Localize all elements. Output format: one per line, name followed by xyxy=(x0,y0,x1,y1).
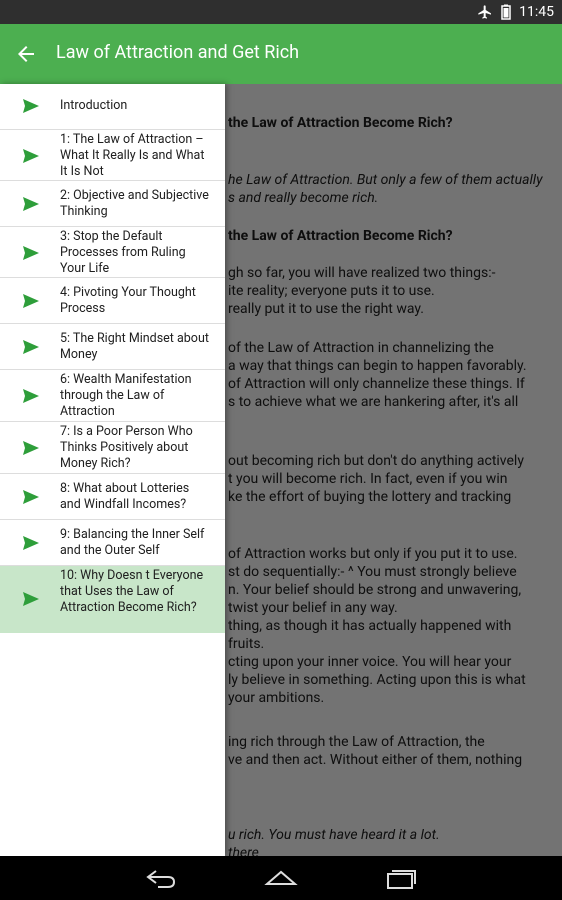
send-arrow-icon xyxy=(22,388,40,404)
system-nav-bar xyxy=(0,856,562,900)
chapter-item-3[interactable] xyxy=(0,227,225,278)
send-arrow-icon xyxy=(22,591,40,607)
chapter-label: 10: Why Doesn t Everyone that Uses the Law of Attraction Become Rich? xyxy=(60,568,204,615)
send-arrow-icon xyxy=(22,196,40,212)
chapter-item-7[interactable] xyxy=(0,422,225,474)
send-arrow-icon xyxy=(22,339,40,355)
send-arrow-icon xyxy=(22,489,40,505)
app-toolbar xyxy=(0,24,562,84)
chapter-drawer xyxy=(0,84,225,856)
chapter-label: 7: Is a Poor Person Who Thinks Positively about Money Rich? xyxy=(60,424,193,471)
recents-nav-icon[interactable] xyxy=(384,866,418,890)
send-arrow-icon xyxy=(22,245,40,261)
chapter-label: 5: The Right Mindset about Money xyxy=(60,331,209,362)
chapter-item-0[interactable] xyxy=(0,84,225,130)
chapter-label: 9: Balancing the Inner Self and the Outer Self xyxy=(60,527,205,558)
back-nav-icon[interactable] xyxy=(144,866,178,890)
chapter-item-9[interactable] xyxy=(0,520,225,566)
chapter-item-6[interactable] xyxy=(0,370,225,422)
app-title: Law of Attraction and Get Rich xyxy=(56,42,300,63)
send-arrow-icon xyxy=(22,293,40,309)
chapter-label: Introduction xyxy=(60,98,128,113)
chapter-label: 3: Stop the Default Processes from Ruling Your Life xyxy=(60,229,186,276)
chapter-label: 6: Wealth Manifestation through the Law of Attraction xyxy=(60,372,192,419)
battery-icon xyxy=(501,4,511,20)
status-icons xyxy=(477,2,554,22)
send-arrow-icon xyxy=(22,535,40,551)
clock: 11:45 xyxy=(519,4,554,20)
chapter-item-5[interactable] xyxy=(0,324,225,370)
airplane-mode-icon xyxy=(477,4,493,20)
chapter-item-8[interactable] xyxy=(0,474,225,520)
chapter-label: 4: Pivoting Your Thought Process xyxy=(60,285,196,316)
send-arrow-icon xyxy=(22,440,40,456)
chapter-label: 1: The Law of Attraction – What It Really Is and What It Is Not xyxy=(60,132,205,179)
chapter-item-2[interactable] xyxy=(0,181,225,227)
chapter-item-10[interactable] xyxy=(0,566,225,633)
chapter-item-4[interactable] xyxy=(0,278,225,324)
status-bar xyxy=(0,0,562,24)
back-arrow-icon[interactable] xyxy=(12,42,40,66)
send-arrow-icon xyxy=(22,98,40,114)
chapter-label: 2: Objective and Subjective Thinking xyxy=(60,188,209,219)
home-nav-icon[interactable] xyxy=(264,866,298,890)
chapter-item-1[interactable] xyxy=(0,130,225,181)
send-arrow-icon xyxy=(22,148,40,164)
chapter-label: 8: What about Lotteries and Windfall Incomes? xyxy=(60,481,190,512)
